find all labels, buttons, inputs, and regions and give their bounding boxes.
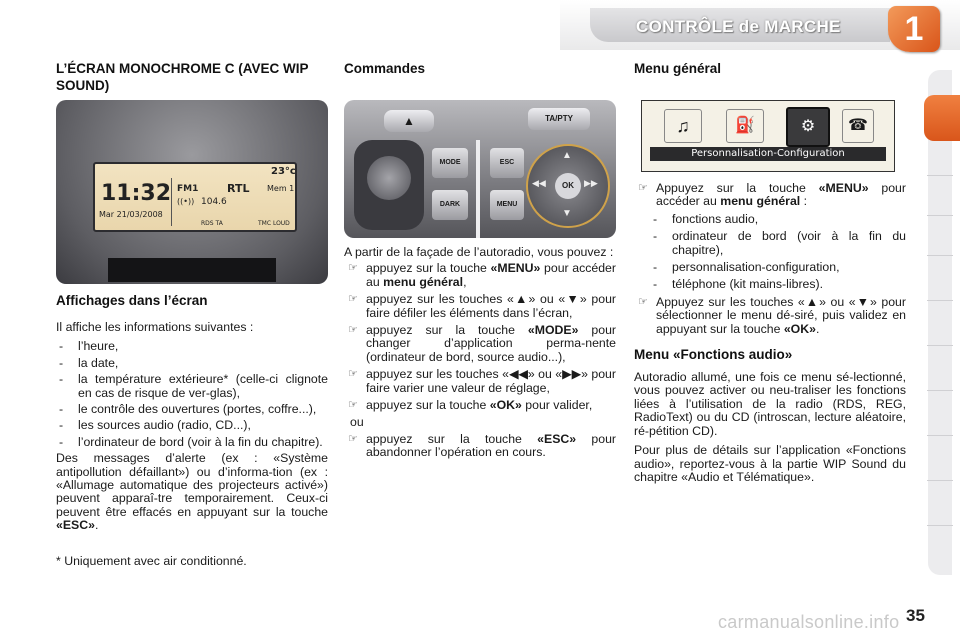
rail-divider (927, 435, 953, 436)
hand-pointer-icon: ☞ (348, 262, 358, 275)
rail-divider (927, 345, 953, 346)
section-title: Commandes (344, 61, 426, 76)
controls-list (344, 262, 616, 412)
column-display-text (56, 292, 328, 568)
item-text: appuyez sur les touches «◀◀» ou «▶▶» pour faire varier une valeur de réglage, (366, 367, 616, 395)
footnote: * Uniquement avec air conditionné. (56, 553, 247, 568)
list-item (634, 182, 906, 209)
column-menu (634, 60, 906, 77)
section-title: L’ÉCRAN MONOCHROME C (AVEC WIP SOUND) (56, 61, 309, 93)
rail-divider (927, 300, 953, 301)
watermark: carmanualsonline.info (718, 612, 900, 632)
lcd-temperature: 23°c (271, 166, 296, 177)
lcd-time: 11:32 (101, 181, 172, 206)
list-item (344, 368, 616, 395)
lcd-rds: RDS TA (201, 220, 223, 227)
radio-faceplate-photo (344, 100, 616, 238)
rail-divider (927, 255, 953, 256)
list-item (344, 324, 616, 364)
section-title: Menu général (634, 61, 722, 76)
chapter-rail-active-tab[interactable] (924, 95, 960, 141)
lcd-memory: Mem 1 (267, 184, 295, 193)
audio-paragraph: Pour plus de détails sur l’application «Fonctions audio», reportez-vous à la partie WIP Sound du chapitre «Audio et Télématique». (634, 443, 906, 484)
lcd-date: Mar 21/03/2008 (99, 210, 163, 219)
hand-pointer-icon: ☞ (348, 368, 358, 381)
esc-key-label: «ESC» (56, 518, 95, 533)
ok-button[interactable]: OK (555, 173, 581, 199)
hand-pointer-icon: ☞ (348, 293, 358, 306)
list-item: - fonctions audio, (650, 213, 906, 226)
navigation-pad[interactable] (526, 144, 610, 228)
item-text: pour accéder au (366, 261, 616, 289)
lcd-station: RTL (227, 182, 250, 195)
list-item (344, 293, 616, 320)
eject-icon: ▲ (384, 110, 434, 132)
esc-button[interactable]: ESC (490, 148, 524, 178)
mode-key-label: «MODE» (527, 323, 579, 338)
item-text: pour abandonner l’opération en cours. (366, 431, 617, 460)
rewind-icon[interactable]: ◀◀ (532, 178, 546, 188)
cd-slot (108, 258, 276, 282)
ok-key-label: «OK» (783, 321, 816, 336)
hand-pointer-icon: ☞ (348, 399, 358, 412)
rail-divider (927, 215, 953, 216)
column-controls-text (344, 246, 616, 460)
hand-pointer-icon: ☞ (638, 295, 648, 308)
chapter-rail (928, 70, 952, 575)
phone-icon: ☎ (842, 109, 874, 143)
list-item: - le contrôle des ouvertures (portes, coffre...), (56, 403, 328, 416)
column-display (56, 60, 328, 94)
trip-computer-icon: ⛽ (726, 109, 764, 143)
menu-key-label: «MENU» (490, 261, 541, 276)
intro-text: Il affiche les informations suivantes : (56, 320, 254, 334)
rail-divider (927, 480, 953, 481)
item-text: : (800, 194, 808, 209)
display-items-list (56, 340, 328, 449)
intro-text: A partir de la façade de l’autoradio, vous pouvez : (344, 245, 614, 259)
list-item (344, 433, 616, 460)
item-text: . (815, 321, 820, 336)
lcd-separator (171, 178, 172, 226)
subsection-title: Affichages dans l’écran (56, 293, 208, 308)
item-text: pour accéder au (656, 181, 906, 209)
item-text: Appuyez sur la touche (656, 181, 819, 195)
menu-general-label: menu général (383, 274, 464, 289)
general-menu-screen (641, 100, 895, 172)
lcd-display (93, 162, 297, 232)
menu-button[interactable]: MENU (490, 190, 524, 220)
alert-paragraph (56, 452, 328, 532)
settings-icon: ⚙ (786, 107, 830, 147)
rail-divider (927, 525, 953, 526)
list-item (344, 399, 616, 412)
column-controls (344, 60, 616, 77)
rail-divider (927, 175, 953, 176)
list-item: - téléphone (kit mains-libres). (650, 278, 906, 291)
ok-key-label: «OK» (489, 398, 522, 413)
audio-paragraph: Autoradio allumé, une fois ce menu sé-lectionné, vous pouvez activer ou neu-traliser les fonctions liées à l’utilisation de la radio (RDS, REG, RadioText) ou du CD (introscan, lecture aléatoire, ré-pétition CD). (634, 370, 906, 438)
list-item: - ordinateur de bord (voir à la fin du chapitre), (650, 230, 906, 257)
item-text: pour valider, (521, 398, 593, 413)
page-title: CONTRÔLE de MARCHE (636, 17, 841, 36)
up-arrow-icon[interactable]: ▲ (562, 150, 572, 161)
mode-button[interactable]: MODE (432, 148, 468, 178)
lcd-band: FM1 (177, 184, 199, 194)
subsection-title: Menu «Fonctions audio» (634, 347, 793, 363)
item-text: appuyez sur la touche (366, 431, 538, 446)
alert-paragraph-text: Des messages d’alerte (ex : «Système antipollution défaillant») ou d’informa-tion (ex : «Allumage automatique des projecteurs activé») peuvent apparaî-tre temporairement. Ceux-ci peuvent être effacés en appuyant sur la touche (56, 451, 328, 519)
menu-key-label: «MENU» (818, 181, 869, 195)
forward-icon[interactable]: ▶▶ (584, 178, 598, 188)
down-arrow-icon[interactable]: ▼ (562, 208, 572, 219)
lcd-tmc: TMC LOUD (258, 220, 290, 227)
volume-knob[interactable] (367, 156, 411, 200)
list-item: - la température extérieure* (celle-ci clignote en cas de risque de ver-glas), (56, 373, 328, 400)
item-text: appuyez sur les touches «▲» ou «▼» pour faire défiler les éléments dans l’écran, (366, 292, 616, 320)
alert-paragraph-end: . (94, 518, 99, 533)
hand-pointer-icon: ☞ (638, 182, 648, 194)
hand-pointer-icon: ☞ (348, 432, 358, 445)
list-item (634, 296, 906, 336)
or-text: ou (350, 415, 364, 430)
item-text: Appuyez sur les touches «▲» ou «▼» pour sélectionner le menu dé-siré, puis validez en appuyant sur la touche (656, 294, 906, 336)
list-item (344, 262, 616, 289)
menu-general-label: menu général (720, 194, 801, 209)
list-item: - l’ordinateur de bord (voir à la fin du chapitre). (56, 436, 328, 449)
item-text: , (463, 274, 467, 289)
column-menu-text (634, 182, 906, 484)
chapter-badge: 1 (888, 6, 940, 52)
page-number: 35 (906, 606, 925, 625)
hand-pointer-icon: ☞ (348, 324, 358, 337)
item-text: appuyez sur la touche (366, 323, 528, 338)
dark-button[interactable]: DARK (432, 190, 468, 220)
faceplate-divider (476, 140, 480, 238)
ta-pty-button[interactable]: TA/PTY (528, 108, 590, 130)
list-item: - la date, (56, 357, 328, 370)
music-icon: ♫ (664, 109, 702, 143)
esc-key-label: «ESC» (537, 431, 577, 446)
item-text: appuyez sur la touche (366, 261, 491, 276)
item-text: pour changer d’application perma-nente (ordinateur de bord, source audio...), (366, 323, 616, 364)
lcd-frequency: 104.6 (201, 197, 227, 207)
item-text: appuyez sur la touche (366, 398, 490, 413)
list-item: - l’heure, (56, 340, 328, 353)
menu-caption: Personnalisation-Configuration (650, 147, 886, 161)
antenna-icon: ((•)) (177, 197, 195, 206)
menu-items-list (634, 213, 906, 292)
list-item: - personnalisation-configuration, (650, 261, 906, 274)
lcd-screen-photo (56, 100, 328, 284)
rail-divider (927, 390, 953, 391)
list-item: - les sources audio (radio, CD...), (56, 419, 328, 432)
